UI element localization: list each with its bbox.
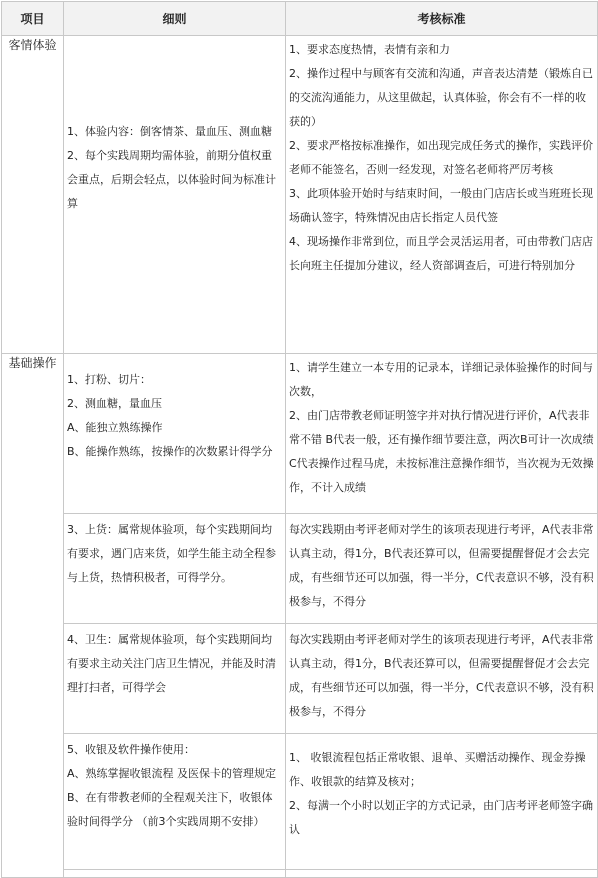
standard-cell: [286, 514, 598, 624]
standard-cell: [286, 354, 598, 514]
standard-line: 2、每满一个小时以划正字的方式记录，由门店考评老师签字确认: [289, 799, 593, 836]
detail-line: A、能独立熟练操作: [67, 421, 163, 434]
header-standard: 考核标准: [286, 2, 598, 36]
header-row: [2, 2, 598, 36]
detail-line: 4、卫生：属常规体验项，每个实践期间均有要求主动关注门店卫生情况，并能及时清理打扫者，可得学会: [67, 633, 276, 694]
empty-cell: [64, 870, 286, 878]
header-item: 项目: [2, 2, 64, 36]
detail-line: 3、上货：属常规体验项，每个实践期间均有要求，遇门店来货，如学生能主动全程参与上货，热情积极者，可得学分。: [67, 523, 276, 584]
empty-cell: [286, 870, 598, 878]
detail-cell: [64, 36, 286, 354]
detail-line: 2、测血糖，量血压: [67, 397, 162, 410]
table-row: [2, 36, 598, 354]
standard-cell: [286, 624, 598, 734]
detail-line: 1、打粉、切片：: [67, 373, 151, 386]
detail-line: 5、收银及软件操作使用：: [67, 743, 195, 756]
section-name-basic-operation: 基础操作: [2, 354, 64, 878]
standard-line: 2、要求严格按标准操作，如出现完成任务式的操作，实践评价老师不能签名，否则一经发现，对签名老师将严厉考核: [289, 139, 593, 176]
detail-line: B、能操作熟练，按操作的次数累计得学分: [67, 445, 273, 458]
detail-cell: [64, 624, 286, 734]
detail-cell: [64, 734, 286, 870]
standard-line: 4、现场操作非常到位，而且学会灵活运用者，可由带教门店店长向班主任提加分建议，经人资部调查后，可进行特别加分: [289, 235, 593, 272]
standard-cell: [286, 36, 598, 354]
detail-line: 2、每个实践周期均需体验，前期分值权重会重点，后期会轻点，以体验时间为标准计算: [67, 149, 276, 210]
standard-line: 1、要求态度热情，表情有亲和力: [289, 43, 450, 56]
table-row-partial: [2, 870, 598, 878]
standard-line: 2、操作过程中与顾客有交流和沟通，声音表达清楚（锻炼自已的交流沟通能力，从这里做起，认真体验，你会有不一样的收获的）: [289, 67, 593, 128]
standard-line: 每次实践期由考评老师对学生的该项表现进行考评，A代表非常认真主动，得1分，B代表还算可以，但需要提醒督促才会去完成，有些细节还可以加强，得一半分，C代表意识不够，没有积极参与，不得分: [289, 523, 594, 608]
standard-line: 1、 收银流程包括正常收银、退单、买赠活动操作、现金券操作、收银款的结算及核对；: [289, 751, 586, 788]
detail-cell: [64, 354, 286, 514]
detail-line: A、熟练掌握收银流程 及医保卡的管理规定 B、在有带教老师的全程观关注下，收银体验时间得学分 （前3个实践周期不安排）: [67, 767, 277, 828]
standard-line: 2、由门店带教老师证明签字并对执行情况进行评价，A代表非常不错 B代表一般，还有操作细节要注意，两次B可计一次成绩 C代表操作过程马虎，未按标准注意操作细节，当次视为无效操作，不计入成绩: [289, 409, 594, 494]
table-row: [2, 354, 598, 514]
table-row: [2, 624, 598, 734]
standard-line: 1、请学生建立一本专用的记录本，详细记录体验操作的时间与次数，: [289, 361, 593, 398]
standard-line: 3、此项体验开始时与结束时间，一般由门店店长或当班班长现场确认签字，特殊情况由店长指定人员代签: [289, 187, 593, 224]
detail-line: 1、体验内容：倒客情茶、量血压、测血糖: [67, 125, 272, 138]
section-name-customer-experience: 客情体验: [2, 36, 64, 354]
detail-cell: [64, 514, 286, 624]
table-row: [2, 734, 598, 870]
table-row: [2, 514, 598, 624]
header-detail: 细则: [64, 2, 286, 36]
standard-line: 每次实践期由考评老师对学生的该项表现进行考评，A代表非常认真主动，得1分，B代表还算可以，但需要提醒督促才会去完成，有些细节还可以加强，得一半分，C代表意识不够，没有积极参与，不得分: [289, 633, 594, 718]
standard-cell: [286, 734, 598, 870]
assessment-table: [1, 1, 598, 878]
